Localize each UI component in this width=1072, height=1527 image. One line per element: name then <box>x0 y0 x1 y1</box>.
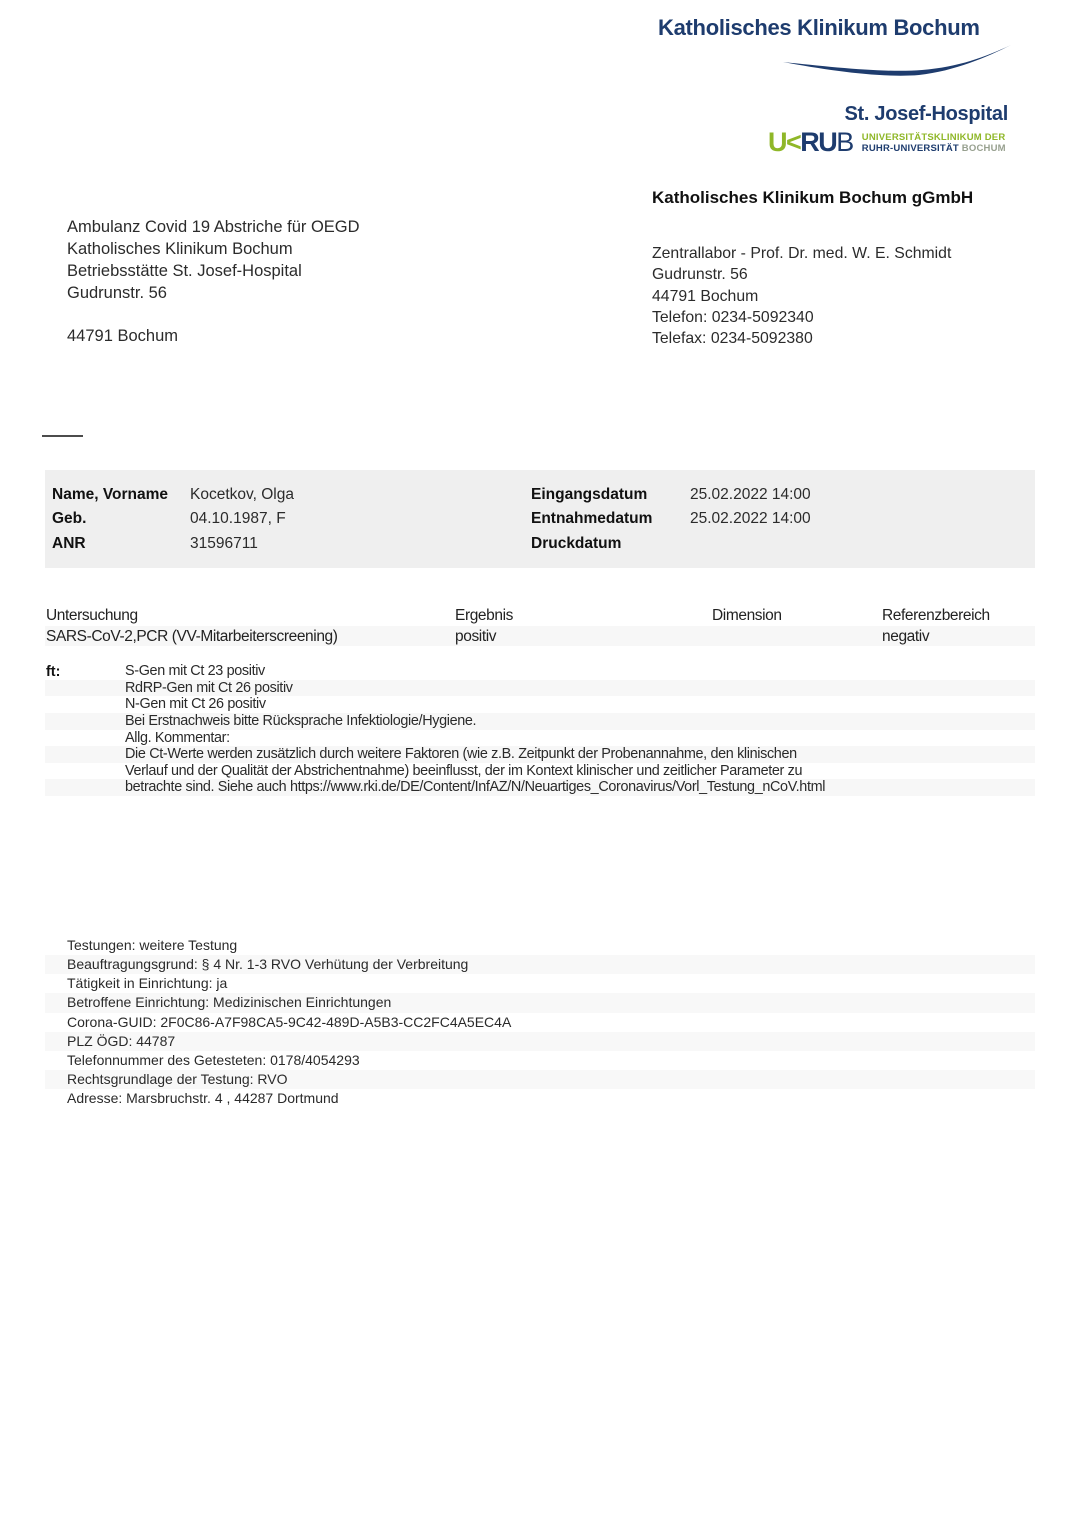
detail-line-adresse: Adresse: Marsbruchstr. 4 , 44287 Dortmund <box>67 1090 339 1107</box>
detail-line-testungen: Testungen: weitere Testung <box>67 937 238 953</box>
print-date-label: Druckdatum <box>531 534 622 552</box>
brand-swoosh-icon <box>783 45 1011 83</box>
patient-info-grid <box>45 470 1035 556</box>
sender-line: Telefax: 0234-5092380 <box>652 330 813 348</box>
sender-line: Telefon: 0234-5092340 <box>652 308 814 326</box>
results-header-referenzbereich: Referenzbereich <box>882 607 990 624</box>
ukrub-caption-bochum: BOCHUM <box>958 143 1006 154</box>
footnote-line: RdRP-Gen mit Ct 26 positiv <box>45 680 1035 697</box>
anr-label: ANR <box>52 534 86 552</box>
sender-contact-block <box>652 243 951 349</box>
sender-organization-title: Katholisches Klinikum Bochum gGmbH <box>652 188 974 207</box>
results-header-untersuchung: Untersuchung <box>46 607 138 624</box>
collection-date-value: 25.02.2022 14:00 <box>690 510 811 528</box>
footnote-block <box>45 663 1035 796</box>
patient-name-value: Kocetkov, Olga <box>190 486 294 503</box>
footnote-line: betrachte sind. Siehe auch https://www.rki.de/DE/Content/InfAZ/N/Neuartiges_Coronavirus/Vorl_Testung_nCoV.html <box>45 779 1035 796</box>
footnote-line: Verlauf und der Qualität der Abstrichentnahme) beeinflusst, der im Kontext klinischer und zeitlicher Parameter zu <box>125 762 803 779</box>
recipient-line: Ambulanz Covid 19 Abstriche für OEGD <box>67 218 360 236</box>
testing-details-block <box>45 936 1035 1108</box>
sender-line: Zentrallabor - Prof. Dr. med. W. E. Schmidt <box>652 245 952 262</box>
receipt-date-label: Eingangsdatum <box>531 486 648 503</box>
detail-line-betroffene-einrichtung: Betroffene Einrichtung: Medizinischen Einrichtungen <box>45 993 1035 1012</box>
detail-line-rechtsgrundlage: Rechtsgrundlage der Testung: RVO <box>45 1070 1035 1089</box>
recipient-address <box>67 216 360 347</box>
footnote-line: Die Ct-Werte werden zusätzlich durch weitere Faktoren (wie z.B. Zeitpunkt der Probenannahme, den klinischen <box>45 746 1035 763</box>
footnote-line: Bei Erstnachweis bitte Rücksprache Infektiologie/Hygiene. <box>45 713 1035 730</box>
result-value: positiv <box>455 628 497 645</box>
result-test-name: SARS-CoV-2,PCR (VV-Mitarbeiterscreening) <box>46 628 338 645</box>
collection-date-label: Entnahmedatum <box>531 510 653 528</box>
birth-date-label: Geb. <box>52 510 87 528</box>
detail-line-taetigkeit: Tätigkeit in Einrichtung: ja <box>67 975 228 992</box>
ukrub-caption-ruhr: RUHR-UNIVERSITÄT <box>861 143 959 154</box>
ukrub-caption-line2 <box>862 143 1006 154</box>
result-reference-range: negativ <box>882 628 930 645</box>
clinic-brand-logo-text: Katholisches Klinikum Bochum <box>658 15 980 40</box>
ukrub-uk-glyph: U< <box>768 127 801 157</box>
recipient-line: 44791 Bochum <box>67 327 178 345</box>
patient-name-label: Name, Vorname <box>52 486 169 503</box>
footnote-line: Allg. Kommentar: <box>125 729 230 746</box>
detail-line-corona-guid: Corona-GUID: 2F0C86-A7F98CA5-9C42-489D-A5B3-CC2FC4A5EC4A <box>67 1013 512 1030</box>
recipient-line: Gudrunstr. 56 <box>67 284 167 302</box>
sender-line: Gudrunstr. 56 <box>652 266 748 284</box>
ukrub-caption <box>862 129 1006 154</box>
print-date-value <box>690 532 1035 556</box>
fold-mark-rule <box>42 435 83 437</box>
ukrub-caption-line1: UNIVERSITÄTSKLINIKUM DER <box>861 132 1006 143</box>
ukrub-b-glyph: B <box>836 127 853 157</box>
recipient-line: Betriebsstätte St. Josef-Hospital <box>67 262 302 280</box>
detail-line-telefonnummer: Telefonnummer des Getesteten: 0178/4054293 <box>67 1051 360 1068</box>
ukrub-ru-glyph: RU <box>800 127 837 157</box>
receipt-date-value: 25.02.2022 14:00 <box>690 486 811 503</box>
recipient-line: Katholisches Klinikum Bochum <box>67 240 293 258</box>
hospital-name-logo-text: St. Josef-Hospital <box>844 103 1008 125</box>
results-header-ergebnis: Ergebnis <box>455 607 513 624</box>
footnote-line: S-Gen mit Ct 23 positiv <box>125 663 265 679</box>
sender-line: 44791 Bochum <box>652 287 759 305</box>
patient-info-box <box>45 470 1035 568</box>
results-header-dimension: Dimension <box>712 607 782 624</box>
footnote-line: N-Gen mit Ct 26 positiv <box>125 696 266 713</box>
ukrub-logo <box>768 129 1006 156</box>
ukrub-letters <box>768 129 853 156</box>
anr-value: 31596711 <box>190 534 258 552</box>
recipient-line <box>67 304 360 325</box>
footnote-label: ft: <box>46 664 61 680</box>
detail-line-plz-oegd: PLZ ÖGD: 44787 <box>45 1032 1035 1051</box>
birth-date-value: 04.10.1987, F <box>190 510 286 528</box>
detail-line-beauftragungsgrund: Beauftragungsgrund: § 4 Nr. 1-3 RVO Verhütung der Verbreitung <box>45 955 1035 974</box>
